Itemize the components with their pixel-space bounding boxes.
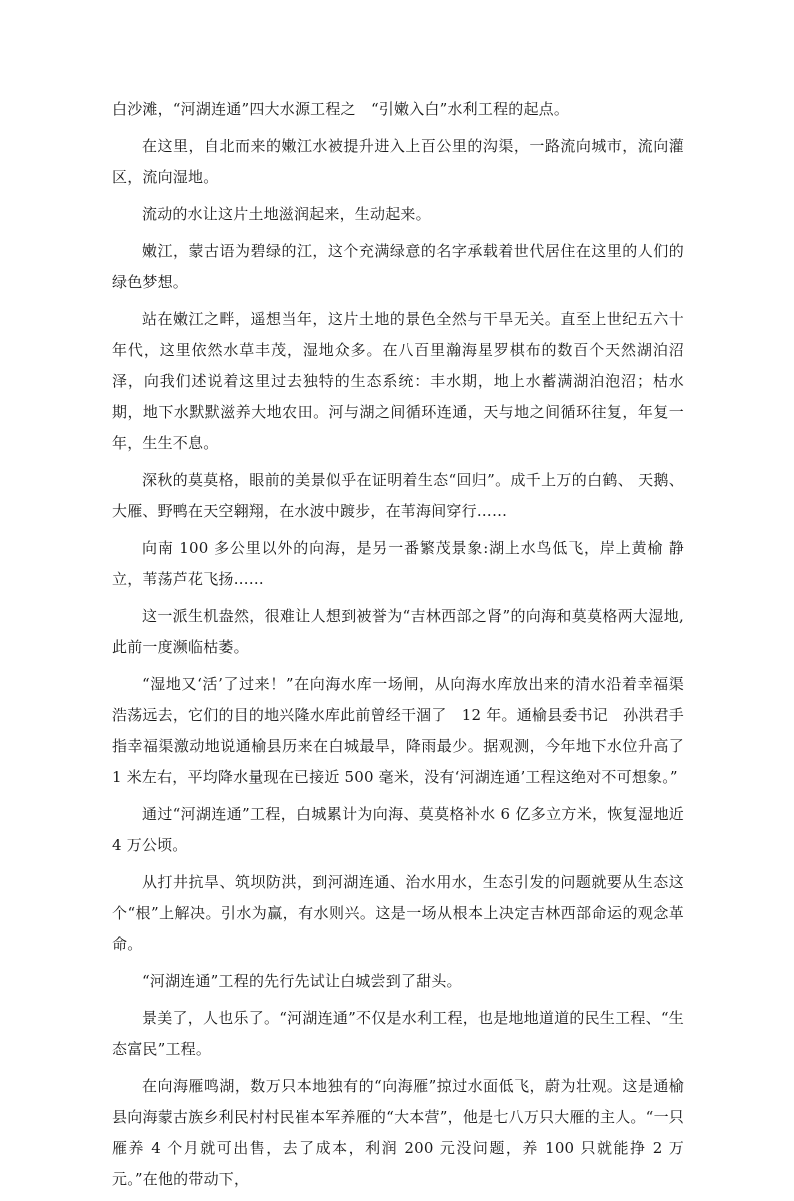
paragraph-8: 这一派生机盎然，很难让人想到被誉为“吉林西部之肾”的向海和莫莫格两大湿地,此前一度濒临枯萎。 <box>112 607 684 656</box>
paragraph-2: 在这里，自北而来的嫩江水被提升进入上百公里的沟渠，一路流向城市，流向灌区，流向湿地。 <box>112 137 684 186</box>
document-page <box>112 94 700 1201</box>
paragraph-6: 深秋的莫莫格，眼前的美景似乎在证明着生态“回归”。成千上万的白鹤、 天鹅、大雁、野鸭在天空翱翔，在水波中踱步，在苇海间穿行…… <box>112 471 684 520</box>
paragraph-11: 从打井抗旱、筑坝防洪，到河湖连通、治水用水，生态引发的问题就要从生态这个“根”上解决。引水为赢，有水则兴。这是一场从根本上决定吉林西部命运的观念革命。 <box>112 873 684 953</box>
paragraph-14: 在向海雁鸣湖，数万只本地独有的“向海雁”掠过水面低飞，蔚为壮观。这是通榆县向海蒙古族乡利民村村民崔本军养雁的“大本营”，他是七八万只大雁的主人。“一只雁养 4 个月就可出售，去了成本，利润 200 元没问题，养 100 只就能挣 2 万元。”在他的带动下， <box>112 1077 684 1188</box>
paragraph-5: 站在嫩江之畔，遥想当年，这片土地的景色全然与干旱无关。直至上世纪五六十年代，这里依然水草丰茂，湿地众多。在八百里瀚海星罗棋布的数百个天然湖泊沼泽，向我们述说着这里过去独特的生态系统：丰水期，地上水蓄满湖泊泡沼；枯水期，地下水默默滋养大地农田。河与湖之间循环连通，天与地之间循环往复，年复一年，生生不息。 <box>112 310 684 452</box>
paragraph-10: 通过“河湖连通”工程，白城累计为向海、莫莫格补水 6 亿多立方米，恢复湿地近 4 万公顷。 <box>112 805 684 854</box>
paragraph-4: 嫩江，蒙古语为碧绿的江，这个充满绿意的名字承载着世代居住在这里的人们的绿色梦想。 <box>112 242 684 291</box>
paragraph-13: 景美了，人也乐了。“河湖连通”不仅是水利工程，也是地地道道的民生工程、“生态富民”工程。 <box>112 1009 684 1058</box>
paragraph-12: “河湖连通”工程的先行先试让白城尝到了甜头。 <box>142 972 462 990</box>
paragraph-1: 白沙滩，“河湖连通”四大水源工程之 “引嫩入白”水利工程的起点。 <box>112 100 570 118</box>
paragraph-9: “湿地又‘活’了过来！”在向海水库一场闸，从向海水库放出来的清水沿着幸福渠浩荡远去，它们的目的地兴隆水库此前曾经干涸了 12 年。通榆县委书记 孙洪君手指幸福渠激动地说通榆县历来在白城最旱，降雨最少。据观测，今年地下水位升高了 1 米左右，平均降水量现在已接近 500 毫米，没有‘河湖连通’工程这绝对不可想象。” <box>112 675 700 786</box>
paragraph-7: 向南 100 多公里以外的向海，是另一番繁茂景象:湖上水鸟低飞，岸上黄榆 静立，苇荡芦花飞扬…… <box>112 539 684 588</box>
paragraph-3: 流动的水让这片土地滋润起来，生动起来。 <box>142 205 431 223</box>
